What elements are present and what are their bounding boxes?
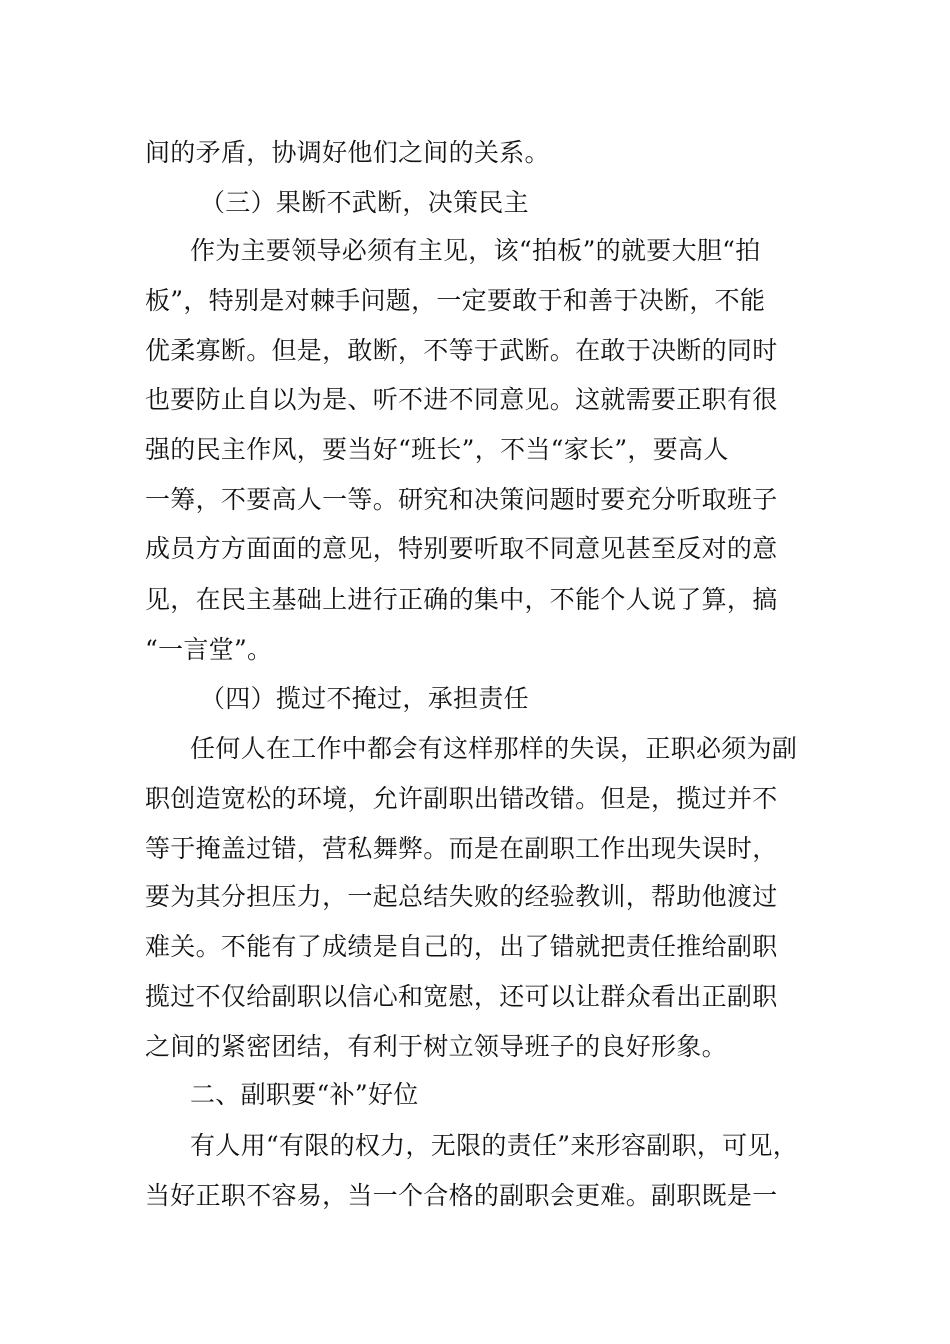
paragraph-line: 等于掩盖过错，营私舞弊。而是在副职工作出现失误时， bbox=[145, 834, 778, 863]
paragraph-line: 任何人在工作中都会有这样那样的失误，正职必须为副 bbox=[190, 734, 798, 763]
paragraph-line: 作为主要领导必须有主见，该“拍板”的就要大胆“拍 bbox=[190, 236, 761, 265]
paragraph-line: 也要防止自以为是、听不进不同意见。这就需要正职有很 bbox=[145, 385, 778, 414]
paragraph-line: 一筹，不要高人一等。研究和决策问题时要充分听取班子 bbox=[145, 485, 778, 514]
paragraph-line: 职创造宽松的环境，允许副职出错改错。但是，揽过并不 bbox=[145, 784, 778, 813]
paragraph-line: 难关。不能有了成绩是自己的，出了错就把责任推给副职 bbox=[145, 932, 778, 961]
paragraph-line: 有人用“有限的权力，无限的责任”来形容副职，可见， bbox=[190, 1131, 799, 1160]
paragraph-line: 当好正职不容易，当一个合格的副职会更难。副职既是一 bbox=[145, 1181, 778, 1210]
paragraph-line: 优柔寡断。但是，敢断，不等于武断。在敢于决断的同时 bbox=[145, 336, 778, 365]
paragraph-line: 间的矛盾，协调好他们之间的关系。 bbox=[145, 138, 550, 167]
section-heading: （三）果断不武断，决策民主 bbox=[200, 188, 529, 217]
section-heading: 二、副职要“补”好位 bbox=[190, 1080, 419, 1109]
paragraph-line: 揽过不仅给副职以信心和宽慰，还可以让群众看出正副职 bbox=[145, 982, 778, 1011]
paragraph-line: 见，在民主基础上进行正确的集中，不能个人说了算，搞 bbox=[145, 585, 778, 614]
paragraph-line: 强的民主作风，要当好“班长”，不当“家长”，要高人 bbox=[145, 435, 729, 464]
paragraph-line: 要为其分担压力，一起总结失败的经验教训，帮助他渡过 bbox=[145, 882, 778, 911]
paragraph-line: 板”，特别是对棘手问题，一定要敢于和善于决断，不能 bbox=[145, 286, 766, 315]
paragraph-line: “一言堂”。 bbox=[145, 635, 273, 664]
paragraph-line: 之间的紧密团结，有利于树立领导班子的良好形象。 bbox=[145, 1032, 727, 1061]
section-heading: （四）揽过不掩过，承担责任 bbox=[200, 684, 529, 713]
paragraph-line: 成员方方面面的意见，特别要听取不同意见甚至反对的意 bbox=[145, 534, 778, 563]
